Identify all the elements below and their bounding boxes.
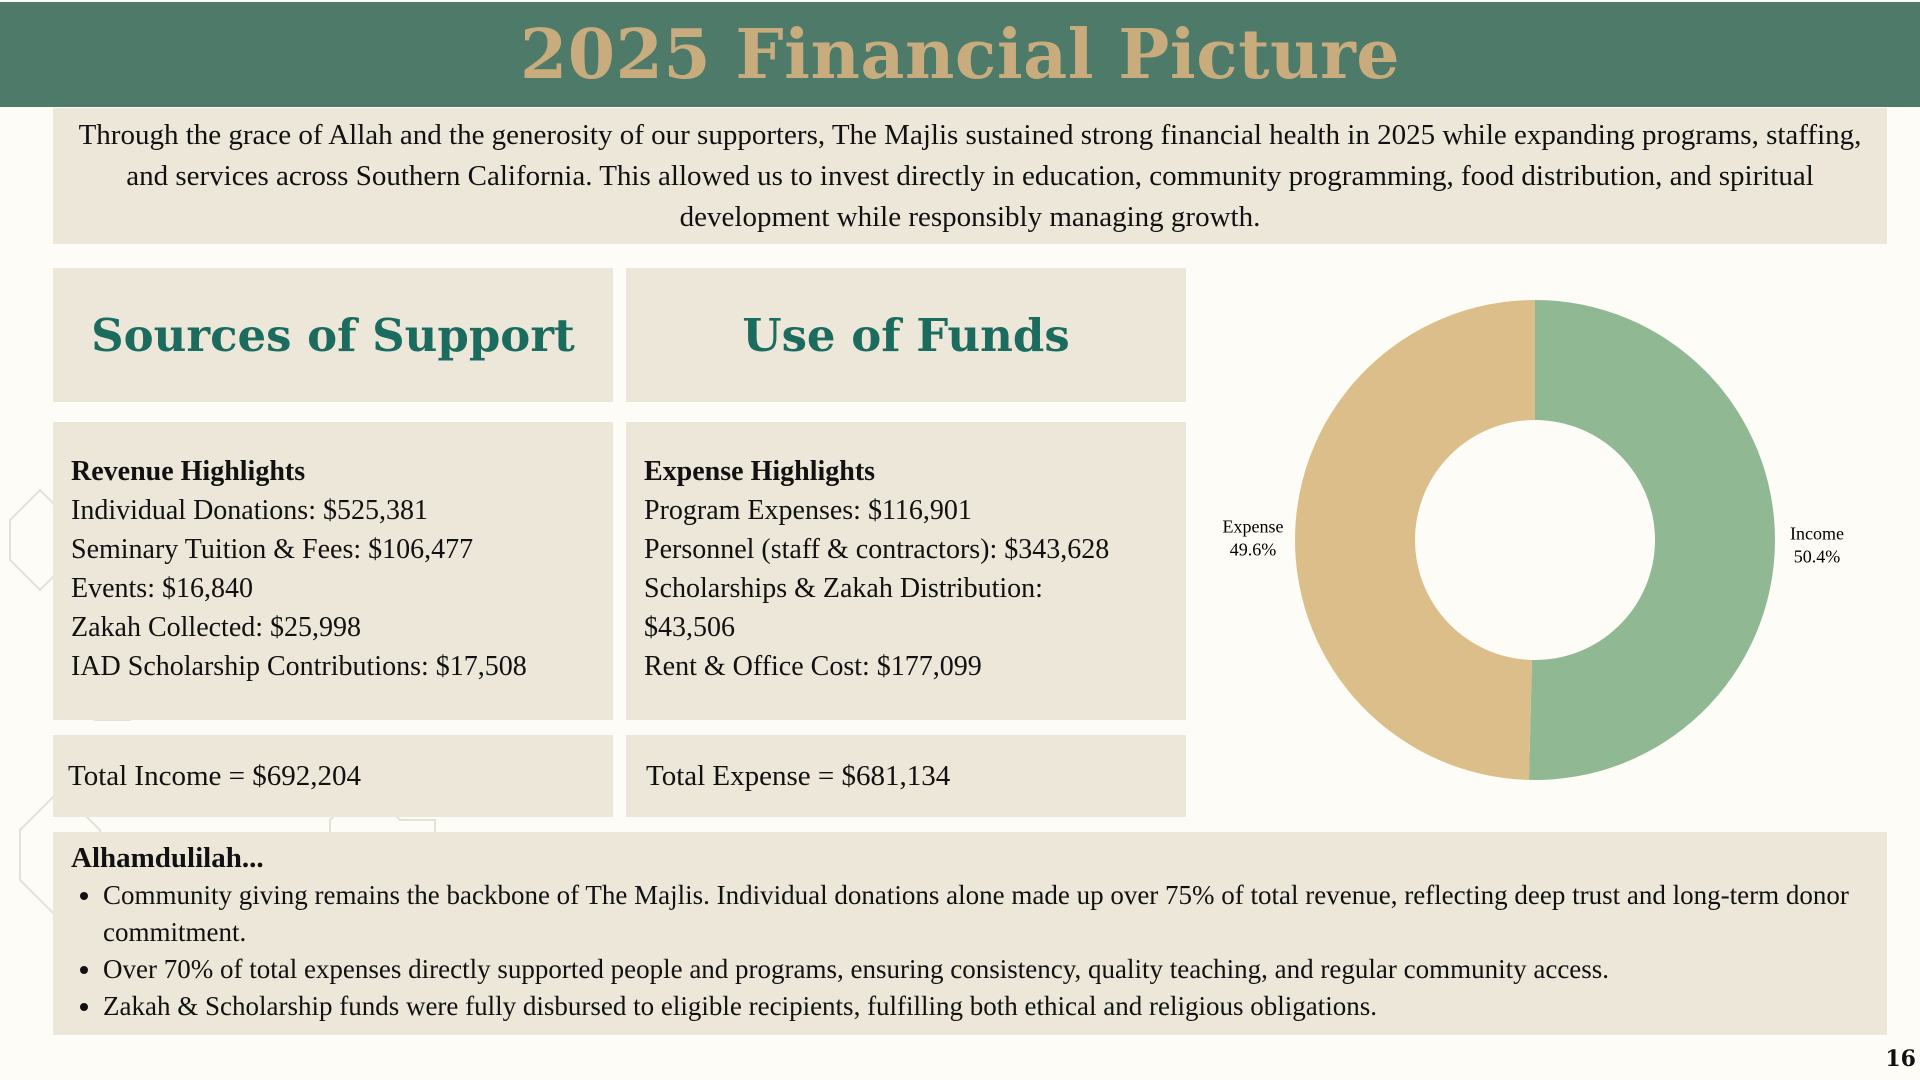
revenue-item: Individual Donations: $525,381	[71, 495, 428, 526]
summary-title: Alhamdulilah...	[71, 842, 264, 874]
donut-slice-income	[1529, 300, 1775, 780]
expense-heading: Expense Highlights	[644, 456, 876, 487]
summary-bullet: • Zakah & Scholarship funds were fully disbursed to eligible recipients, fulfilling both ethical and religious obligations.	[103, 988, 1869, 1025]
donut-percent-expense: 49.6%	[1229, 539, 1277, 560]
revenue-heading: Revenue Highlights	[71, 456, 306, 487]
donut-percent-income: 50.4%	[1793, 546, 1841, 567]
total-expense: Total Expense = $681,134	[646, 759, 951, 792]
summary-bullet: • Over 70% of total expenses directly supported people and programs, ensuring consistency, quality teaching, and regular community access.	[103, 951, 1869, 988]
donut-slice-expense	[1295, 300, 1535, 780]
total-expense-panel	[626, 735, 1186, 817]
total-income: Total Income = $692,204	[68, 759, 361, 792]
revenue-item: IAD Scholarship Contributions: $17,508	[71, 651, 527, 682]
expense-item: Rent & Office Cost: $177,099	[644, 651, 982, 682]
expense-item: Scholarships & Zakah Distribution:	[644, 573, 1043, 604]
expense-highlights-panel	[626, 422, 1186, 720]
revenue-item: Zakah Collected: $25,998	[71, 612, 362, 643]
income-expense-donut-chart	[1200, 280, 1844, 800]
expense-item: $43,506	[644, 612, 735, 643]
donut-label-income: Income	[1789, 523, 1844, 544]
header-bar	[0, 2, 1920, 107]
intro-panel	[53, 108, 1887, 244]
page-number: 16	[1885, 1046, 1916, 1072]
summary-panel	[53, 832, 1887, 1035]
sources-title: Sources of Support	[91, 308, 575, 362]
page-title: 2025 Financial Picture	[519, 14, 1401, 95]
summary-bullet: • Community giving remains the backbone of The Majlis. Individual donations alone made up over 75% of total revenue, reflecting deep trust and long-term donor commitment.	[103, 877, 1869, 951]
intro-text: Through the grace of Allah and the generosity of our supporters, The Majlis sustained strong financial health in 2025 while expanding programs, staffing, and services across Southern California. This allowed us to invest directly in education, community programming, food distribution, and spiritual development while responsibly managing growth.	[78, 118, 1862, 233]
expense-item: Personnel (staff & contractors): $343,628	[644, 534, 1110, 565]
sources-title-panel	[53, 268, 613, 402]
revenue-highlights-panel	[53, 422, 613, 720]
revenue-item: Seminary Tuition & Fees: $106,477	[71, 534, 474, 565]
total-income-panel	[53, 735, 613, 817]
expense-item: Program Expenses: $116,901	[644, 495, 972, 526]
summary-list	[71, 877, 1869, 1025]
uses-title: Use of Funds	[742, 308, 1070, 362]
donut-label-expense: Expense	[1222, 516, 1284, 537]
revenue-item: Events: $16,840	[71, 573, 253, 604]
uses-title-panel	[626, 268, 1186, 402]
